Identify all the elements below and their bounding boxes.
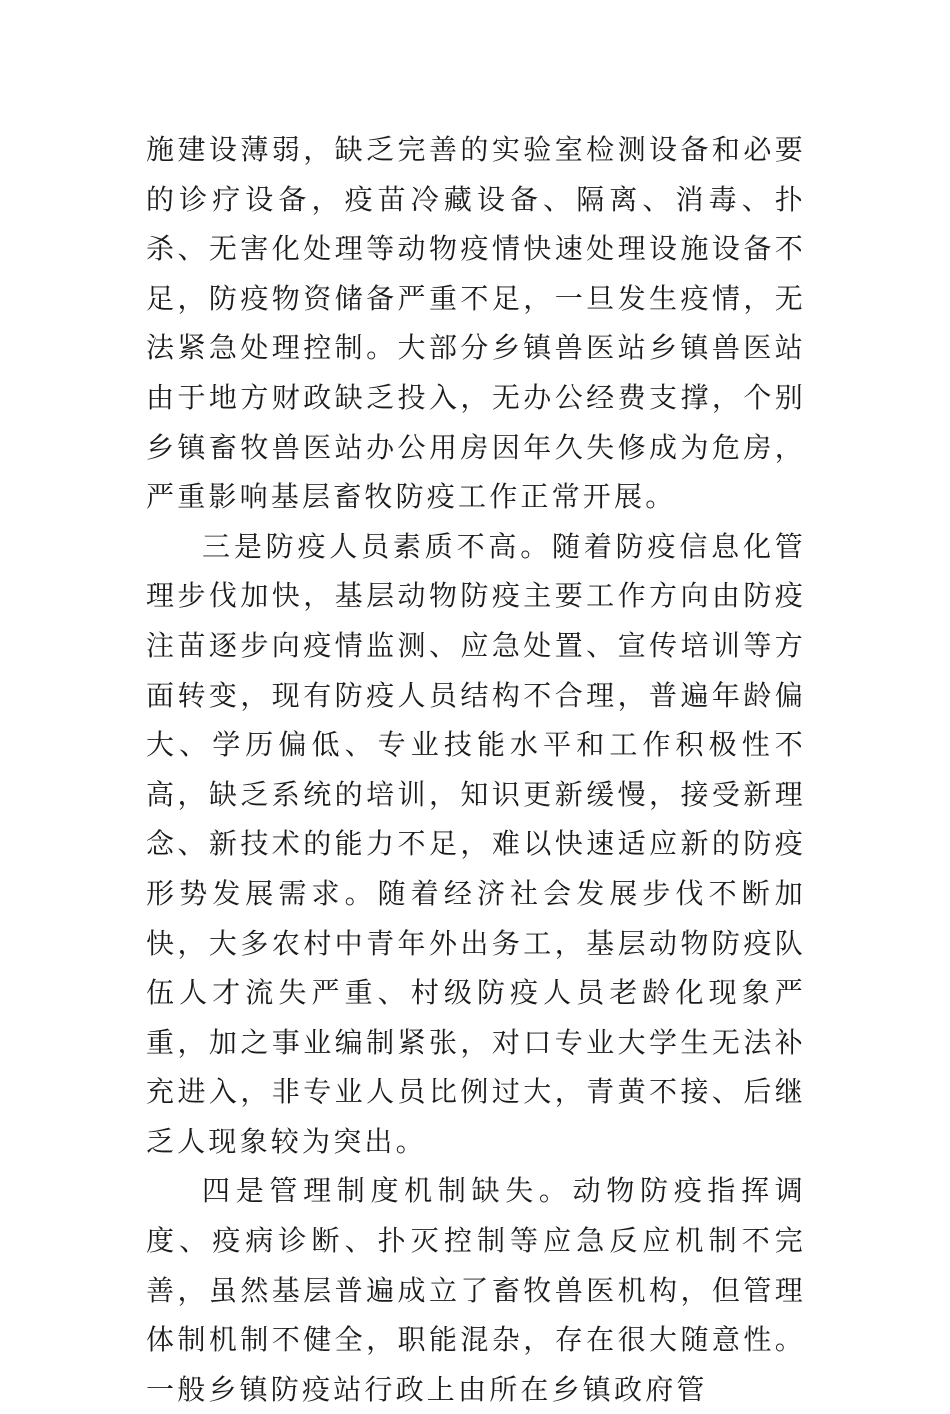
document-body [146, 125, 806, 1414]
paragraph-staff-quality: 三是防疫人员素质不高。随着防疫信息化管理步伐加快，基层动物防疫主要工作方向由防疫注苗逐步向疫情监测、应急处置、宣传培训等方面转变，现有防疫人员结构不合理，普遍年龄偏大、学历偏低、专业技能水平和工作积极性不高，缺乏系统的培训，知识更新缓慢，接受新理念、新技术的能力不足，难以快速适应新的防疫形势发展需求。随着经济社会发展步伐不断加快，大多农村中青年外出务工，基层动物防疫队伍人才流失严重、村级防疫人员老龄化现象严重，加之事业编制紧张，对口专业大学生无法补充进入，非专业人员比例过大，青黄不接、后继乏人现象较为突出。 [146, 529, 806, 1158]
paragraph-management-mechanism: 四是管理制度机制缺失。动物防疫指挥调度、疫病诊断、扑灭控制等应急反应机制不完善，虽然基层普遍成立了畜牧兽医机构，但管理体制机制不健全，职能混杂，存在很大随意性。一般乡镇防疫站行政上由所在乡镇政府管 [146, 1174, 806, 1406]
paragraph-facilities-continuation: 施建设薄弱，缺乏完善的实验室检测设备和必要的诊疗设备，疫苗冷藏设备、隔离、消毒、扑杀、无害化处理等动物疫情快速处理设施设备不足，防疫物资储备严重不足，一旦发生疫情，无法紧急处理控制。大部分乡镇兽医站乡镇兽医站由于地方财政缺乏投入，无办公经费支撑，个别乡镇畜牧兽医站办公用房因年久失修成为危房，严重影响基层畜牧防疫工作正常开展。 [146, 133, 806, 514]
